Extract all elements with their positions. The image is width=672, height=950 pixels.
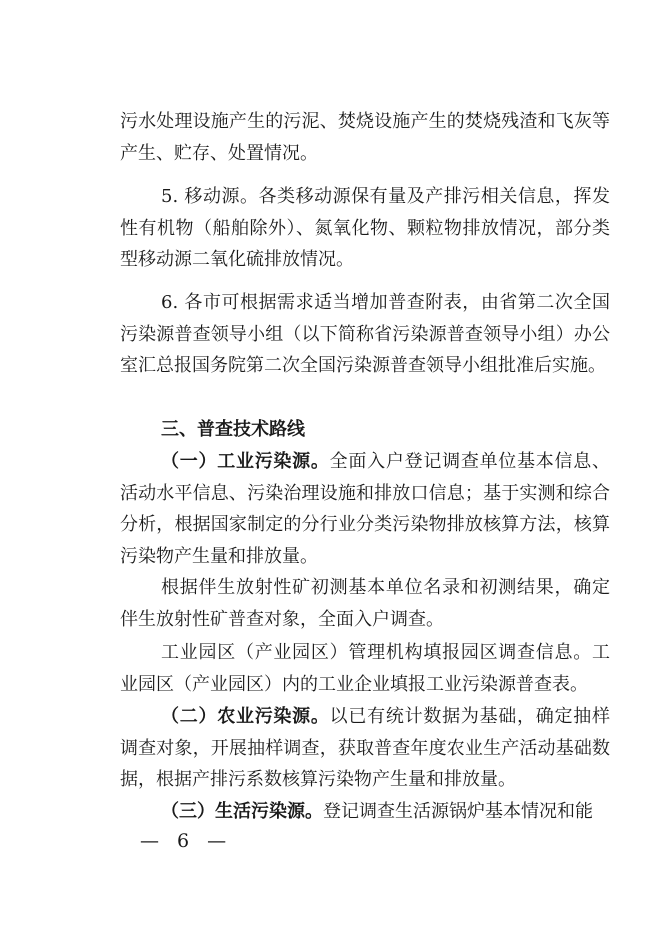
section-heading: 三、普查技术路线 (161, 419, 305, 440)
paragraph-industrial-parks: 工业园区（产业园区）管理机构填报园区调查信息。工业园区（产业园区）内的工业企业填报工业污染源普查表。 (120, 642, 610, 695)
paragraph-additional-tables: 6. 各市可根据需求适当增加普查附表，由省第二次全国污染源普查领导小组（以下简称省污染源普查领导小组）办公室汇总报国务院第二次全国污染源普查领导小组批准后实施。 (120, 292, 610, 377)
page-number: — 6 — (140, 830, 233, 852)
paragraph-lead: （一）工业污染源。 (161, 451, 330, 472)
paragraph-domestic (120, 796, 610, 828)
paragraph-radioactive: 根据伴生放射性矿初测基本单位名录和初测结果，确定伴生放射性矿普查对象，全面入户调查。 (120, 577, 610, 630)
paragraph-body: 以已有统计数据为基础，确定抽样调查对象，开展抽样调查，获取普查年度农业生产活动基础数据，根据产排污系数核算污染物产生量和排放量。 (120, 706, 611, 791)
paragraph-body: 全面入户登记调查单位基本信息、活动水平信息、污染治理设施和排放口信息；基于实测和综合分析，根据国家制定的分行业分类污染物排放核算方法，核算污染物产生量和排放量。 (120, 451, 611, 567)
paragraph-industrial (120, 446, 610, 572)
paragraph-agricultural (120, 701, 610, 796)
paragraph-lead: （三）生活污染源。 (161, 801, 323, 822)
paragraph-body: 登记调查生活源锅炉基本情况和能 (323, 801, 593, 822)
paragraph-sludge: 污水处理设施产生的污泥、焚烧设施产生的焚烧残渣和飞灰等产生、贮存、处置情况。 (120, 111, 610, 164)
paragraph-mobile-sources: 5. 移动源。各类移动源保有量及产排污相关信息，挥发性有机物（船舶除外）、氮氧化物、颗粒物排放情况，部分类型移动源二氧化硫排放情况。 (120, 186, 610, 271)
paragraph-lead: （二）农业污染源。 (161, 706, 330, 727)
